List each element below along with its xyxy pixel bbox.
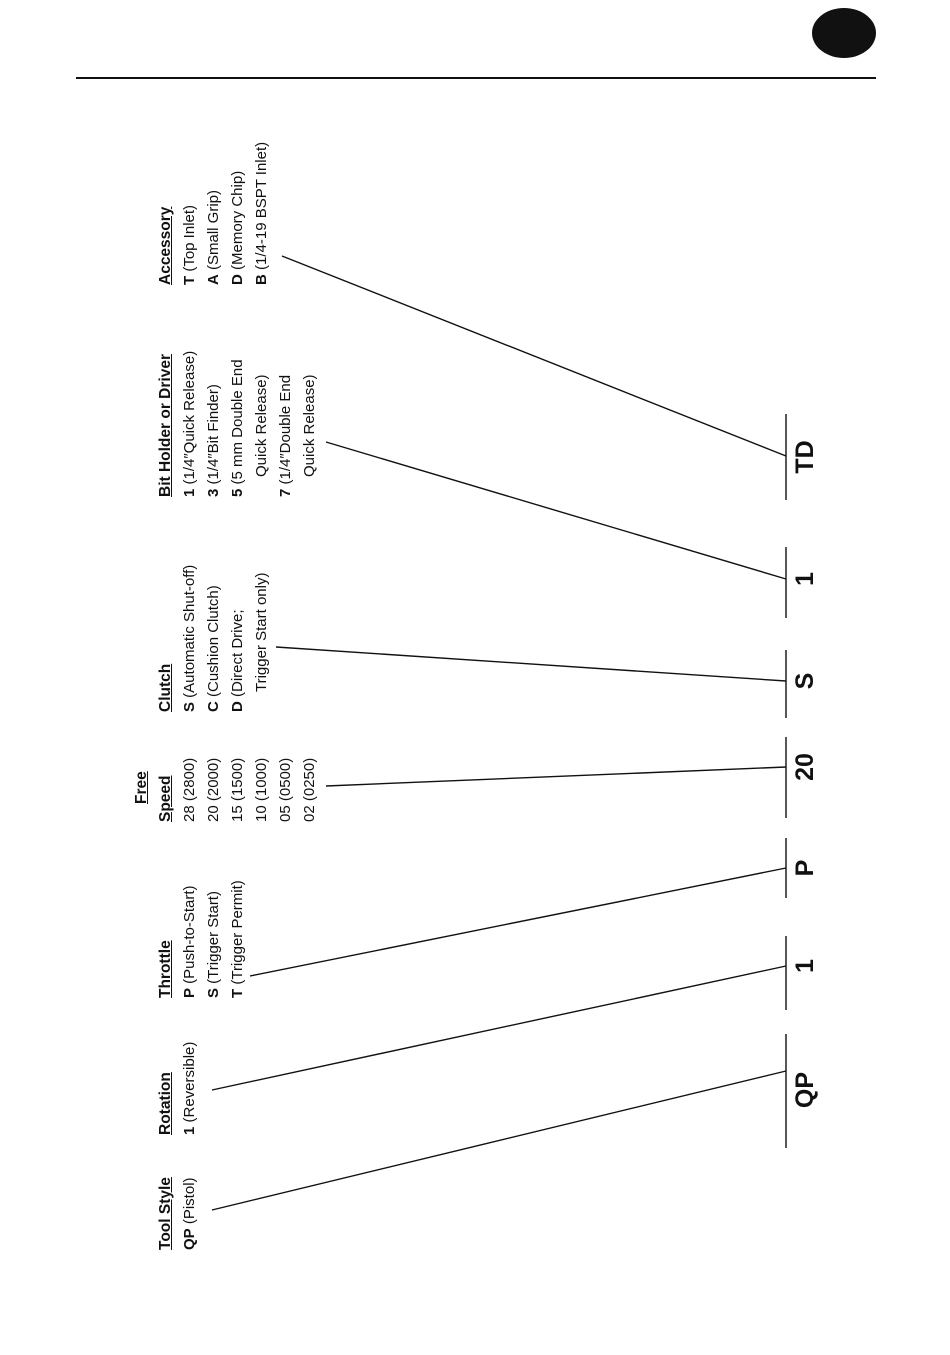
option-free-speed-1: 20 (2000): [205, 757, 222, 822]
column-rotation: [154, 1042, 202, 1135]
connector-tool-style: [212, 1071, 786, 1210]
heading-free-speed-1: Free: [133, 771, 150, 804]
heading-accessory: Accessory: [157, 206, 174, 285]
model-code-p: P: [791, 859, 819, 877]
model-code-td: TD: [791, 440, 819, 474]
option-clutch-2-cont: Trigger Start only): [253, 572, 270, 692]
connector-throttle: [250, 868, 786, 976]
option-accessory-2: D (Memory Chip): [229, 170, 246, 285]
heading-clutch: Clutch: [157, 663, 174, 712]
heading-tool-style: Tool Style: [157, 1177, 174, 1250]
option-free-speed-2: 15 (1500): [229, 757, 246, 822]
column-throttle: [154, 880, 250, 998]
connector-bit-holder: [326, 442, 786, 579]
connector-clutch: [276, 647, 786, 681]
column-tool-style: [154, 1177, 202, 1250]
heading-rotation: Rotation: [157, 1072, 174, 1135]
option-accessory-1: A (Small Grip): [205, 189, 222, 285]
heading-free-speed-2: Speed: [157, 775, 174, 822]
option-accessory-0: T (Top Inlet): [181, 204, 198, 285]
option-bit-holder-2-cont: Quick Release): [253, 374, 270, 477]
option-throttle-1: S (Trigger Start): [205, 891, 222, 998]
option-rotation-0: 1 (Reversible): [181, 1041, 198, 1135]
column-accessory: [154, 142, 274, 285]
option-tool-style-0: QP (Pistol): [181, 1177, 198, 1250]
option-free-speed-3: 10 (1000): [253, 757, 270, 822]
heading-throttle: Throttle: [157, 940, 174, 998]
option-clutch-2: D (Direct Drive;: [229, 609, 246, 712]
model-code-s: S: [791, 672, 819, 690]
connector-free-speed: [326, 767, 786, 786]
option-bit-holder-1: 3 (1/4″Bit Finder): [205, 384, 222, 497]
option-free-speed-4: 05 (0500): [277, 757, 294, 822]
option-bit-holder-3-cont: Quick Release): [301, 374, 318, 477]
option-clutch-0: S (Automatic Shut-off): [181, 564, 198, 712]
option-bit-holder-0: 1 (1/4″Quick Release): [181, 350, 198, 497]
option-free-speed-5: 02 (0250): [301, 757, 318, 822]
option-clutch-1: C (Cushion Clutch): [205, 585, 222, 712]
option-throttle-0: P (Push-to-Start): [181, 885, 198, 998]
connector-rotation: [212, 966, 786, 1090]
model-code-1a: 1: [791, 959, 819, 973]
model-code-20: 20: [791, 753, 819, 781]
model-code-qp: QP: [791, 1071, 819, 1109]
option-bit-holder-3: 7 (1/4″Double End: [277, 374, 294, 497]
option-bit-holder-2: 5 (5 mm Double End: [229, 359, 246, 497]
heading-bit-holder: Bit Holder or Driver: [157, 354, 174, 497]
option-accessory-3: B (1/4-19 BSPT Inlet): [253, 141, 270, 285]
option-throttle-2: T (Trigger Permit): [229, 880, 246, 998]
column-free-speed: [130, 758, 322, 822]
connector-accessory: [282, 256, 786, 456]
column-clutch: [154, 565, 274, 712]
option-free-speed-0: 28 (2800): [181, 757, 198, 822]
model-code-1b: 1: [791, 572, 819, 586]
column-bit-holder: [154, 351, 322, 497]
